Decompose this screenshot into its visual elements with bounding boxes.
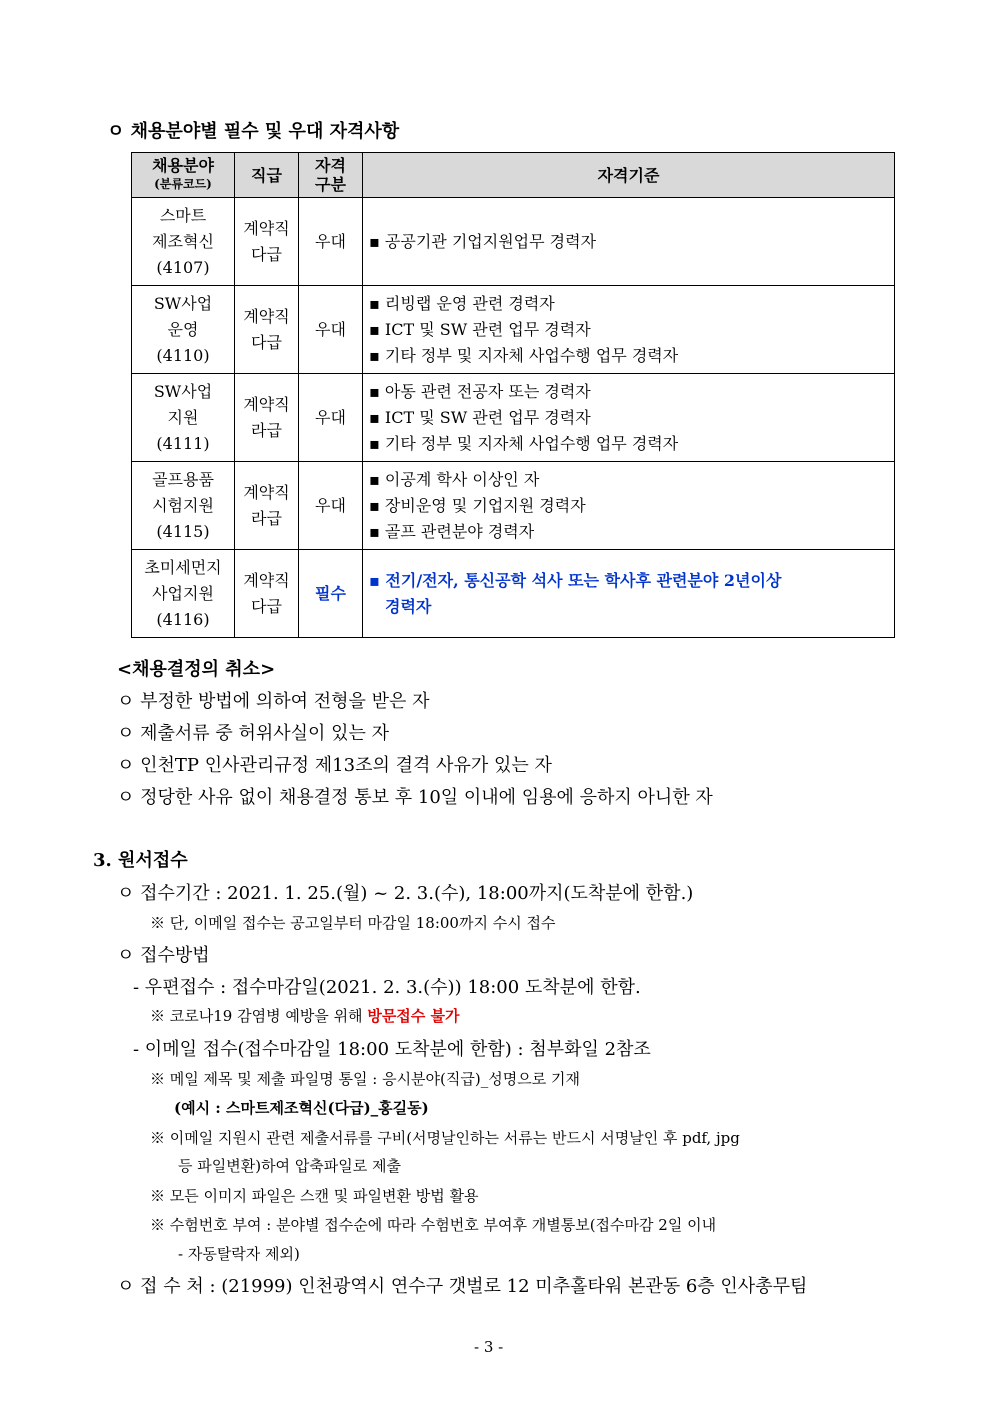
cancel-item: ㅇ 인천TP 인사관리규정 제13조의 결격 사유가 있는 자 [117,755,552,776]
email-note: ※ 메일 제목 및 제출 파일명 통일 : 응시분야(직급)_성명으로 기재 [150,1070,580,1088]
apply-method: ㅇ 접수방법 [117,945,210,966]
page-number: - 3 - [474,1338,504,1356]
field-cell: 초미세먼지 사업지원 (4116) [132,550,235,638]
cancel-item: ㅇ 정당한 사유 없이 채용결정 통보 후 10일 이내에 임용에 응하지 아니한 자 [117,787,713,808]
header-field: 채용분야 (분류코드) [132,153,235,198]
grade-cell: 계약직 라급 [235,462,299,550]
apply-title: 3. 원서접수 [93,850,188,871]
criteria-cell: ▪ 리빙랩 운영 관련 경력자 ▪ ICT 및 SW 관련 업무 경력자 ▪ 기타 정부 및 지자체 사업수행 업무 경력자 [363,286,895,374]
criteria-cell: ▪ 공공기관 기업지원업무 경력자 [363,198,895,286]
grade-cell: 계약직 다급 [235,198,299,286]
email-note: ※ 수험번호 부여 : 분야별 접수순에 따라 수험번호 부여후 개별통보(접수마감 2일 이내 [150,1216,717,1234]
apply-email: - 이메일 접수(접수마감일 18:00 도착분에 한함) : 첨부화일 2참조 [133,1039,651,1060]
email-example: (예시 : 스마트제조혁신(다급)_홍길동) [174,1099,429,1117]
qualification-table [131,152,895,638]
type-cell: 우대 [299,286,363,374]
email-note: - 자동탈락자 제외) [178,1245,300,1263]
criteria-cell: ▪ 이공계 학사 이상인 자 ▪ 장비운영 및 기업지원 경력자 ▪ 골프 관련분야 경력자 [363,462,895,550]
table-row [132,198,895,286]
header-qual-type: 자격 구분 [299,153,363,198]
grade-cell: 계약직 다급 [235,550,299,638]
table-header-row [132,153,895,198]
criteria-cell: ▪ 아동 관련 전공자 또는 경력자 ▪ ICT 및 SW 관련 업무 경력자 ▪ 기타 정부 및 지자체 사업수행 업무 경력자 [363,374,895,462]
field-cell: SW사업 운영 (4110) [132,286,235,374]
criteria-cell: ▪ 전기/전자, 통신공학 석사 또는 학사후 관련분야 2년이상 경력자 [363,550,895,638]
email-note: 등 파일변환)하여 압축파일로 제출 [178,1157,402,1175]
apply-period-note: ※ 단, 이메일 접수는 공고일부터 마감일 18:00까지 수시 접수 [150,914,556,932]
cancel-title: <채용결정의 취소> [117,659,276,680]
table-row [132,462,895,550]
type-cell: 우대 [299,374,363,462]
type-cell: 우대 [299,462,363,550]
header-criteria: 자격기준 [363,153,895,198]
field-cell: 골프용품 시험지원 (4115) [132,462,235,550]
section-title: ㅇ 채용분야별 필수 및 우대 자격사항 [107,121,400,142]
table-row [132,550,895,638]
table-row [132,286,895,374]
cancel-item: ㅇ 부정한 방법에 의하여 전형을 받은 자 [117,691,430,712]
field-cell: SW사업 지원 (4111) [132,374,235,462]
apply-post: - 우편접수 : 접수마감일(2021. 2. 3.(수)) 18:00 도착분에 한함. [133,977,641,998]
email-note: ※ 모든 이미지 파일은 스캔 및 파일변환 방법 활용 [150,1187,479,1205]
apply-post-note: ※ 코로나19 감염병 예방을 위해 방문접수 불가 [150,1007,460,1025]
field-cell: 스마트 제조혁신 (4107) [132,198,235,286]
header-grade: 직급 [235,153,299,198]
table-row [132,374,895,462]
no-visit-warning: 방문접수 불가 [367,1007,460,1025]
type-cell: 우대 [299,198,363,286]
grade-cell: 계약직 다급 [235,286,299,374]
grade-cell: 계약직 라급 [235,374,299,462]
cancel-item: ㅇ 제출서류 중 허위사실이 있는 자 [117,723,390,744]
email-note: ※ 이메일 지원시 관련 제출서류를 구비(서명날인하는 서류는 반드시 서명날인 후 pdf, jpg [150,1129,740,1147]
type-cell: 필수 [299,550,363,638]
apply-period: ㅇ 접수기간 : 2021. 1. 25.(월) ~ 2. 3.(수), 18:00까지(도착분에 한함.) [117,883,694,904]
apply-place: ㅇ 접 수 처 : (21999) 인천광역시 연수구 갯벌로 12 미추홀타워 본관동 6층 인사총무팀 [117,1276,808,1297]
